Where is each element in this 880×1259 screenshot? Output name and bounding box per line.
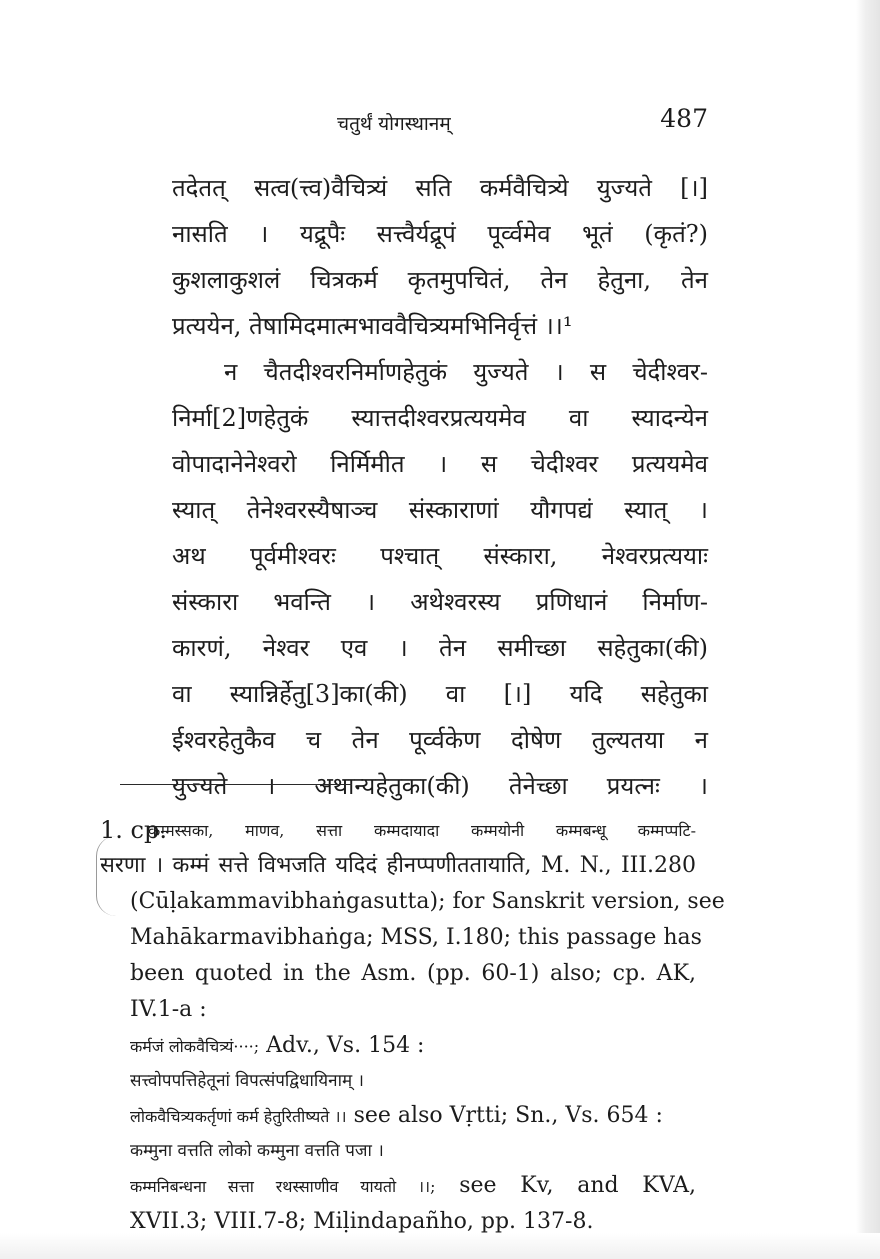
- footnote-line: [130, 1028, 696, 1064]
- body-line: ईश्वरहेतुकैव च तेन पूर्व्वकेण दोषेण तुल्यतया न: [172, 726, 708, 754]
- footnote-line: कम्मुना वत्तति लोको कम्मुना वत्तति पजा ।: [130, 1141, 384, 1161]
- footnote-line: XVII.3; VIII.7-8; Miḷindapañho, pp. 137-8.: [130, 1209, 594, 1234]
- footnote-body: [100, 812, 725, 1240]
- footnote-line: Mahākarmavibhaṅga; MSS, I.180; this passage has: [130, 925, 702, 950]
- footnote-ref: see also Vṛtti; Sn., Vs. 654 :: [353, 1103, 663, 1128]
- body-line: स्यात् तेनेश्वरस्यैषाञ्च संस्काराणां यौगपद्यं स्यात् ।: [172, 496, 708, 524]
- body-line: तदेतत् सत्व(त्त्व)वैचित्र्यं सति कर्मवैचित्र्ये युज्यते [।]: [172, 174, 708, 202]
- footnote-pali: कम्मस्सका, माणव, सत्ता कम्मदायादा कम्मयोनी कम्मबन्धू कम्मप्पटि-: [148, 821, 696, 840]
- body-line: युज्यते । अथान्यहेतुका(की) तेनेच्छा प्रयत्नः ।: [172, 772, 708, 800]
- footnote-pali: कम्मनिबन्धना सत्ता रथस्साणीव यायतो ।।;: [130, 1177, 436, 1196]
- footnote-sanskrit: कर्मजं लोकवैचित्र्यं····;: [130, 1037, 260, 1056]
- footnote-line: (Cūḷakammavibhaṅgasutta); for Sanskrit version, see: [130, 889, 725, 914]
- body-text: [172, 165, 708, 809]
- footnote-line: [130, 812, 696, 848]
- footnote-ref: see Kv, and KVA,: [459, 1173, 697, 1198]
- body-line: नासति । यद्रूपैः सत्त्वैर्यद्रूपं पूर्व्वमेव भूतं (कृतं?): [172, 220, 708, 248]
- body-line: वोपादानेनेश्वरो निर्मिमीत । स चेदीश्वर प्रत्ययमेव: [172, 450, 708, 478]
- page-number: 487: [660, 104, 708, 133]
- footnote-line: सत्त्वोपपत्तिहेतूनां विपत्संपद्विधायिनाम् ।: [130, 1071, 365, 1091]
- body-line: कुशलाकुशलं चित्रकर्म कृतमुपचितं, तेन हेतुना, तेन: [172, 266, 708, 294]
- footnote-line: [130, 1098, 696, 1134]
- body-line: निर्मा[2]णहेतुकं स्यात्तदीश्वरप्रत्ययमेव वा स्यादन्येन: [172, 404, 708, 432]
- footnote-line: IV.1-a :: [130, 997, 207, 1022]
- footnote-sanskrit: लोकवैचित्र्यकर्तृणां कर्म हेतुरितीष्यते ।।: [130, 1107, 347, 1126]
- body-line: वा स्यान्निर्हेतु[3]का(की) वा [।] यदि सहेतुका: [172, 680, 708, 708]
- footnote-rule: [120, 784, 352, 785]
- footnote-label: 1. cp.: [100, 816, 167, 844]
- footnote-line: been quoted in the Asm. (pp. 60-1) also; cp. AK,: [130, 961, 696, 986]
- footnote-ref: Adv., Vs. 154 :: [266, 1033, 425, 1058]
- page-edge-shadow: [856, 0, 880, 1259]
- body-line: प्रत्ययेन, तेषामिदमात्मभाववैचित्र्यमभिनिर्वृत्तं ।।¹: [172, 312, 573, 340]
- page-header: [172, 100, 708, 140]
- running-title: चतुर्थं योगस्थानम्: [337, 113, 451, 135]
- footnote-line: [130, 1168, 696, 1204]
- body-line: न चैतदीश्वरनिर्माणहेतुकं युज्यते । स चेदीश्वर-: [224, 358, 708, 386]
- body-line: अथ पूर्वमीश्वरः पश्चात् संस्कारा, नेश्वरप्रत्ययाः: [172, 542, 708, 570]
- body-line: कारणं, नेश्वर एव । तेन समीच्छा सहेतुका(की): [172, 634, 708, 662]
- body-line: संस्कारा भवन्ति । अथेश्वरस्य प्रणिधानं निर्माण-: [172, 588, 708, 616]
- footnote-line: सरणा । कम्मं सत्ते विभजति यदिदं हीनप्पणीततायाति, M. N., III.280: [100, 853, 696, 878]
